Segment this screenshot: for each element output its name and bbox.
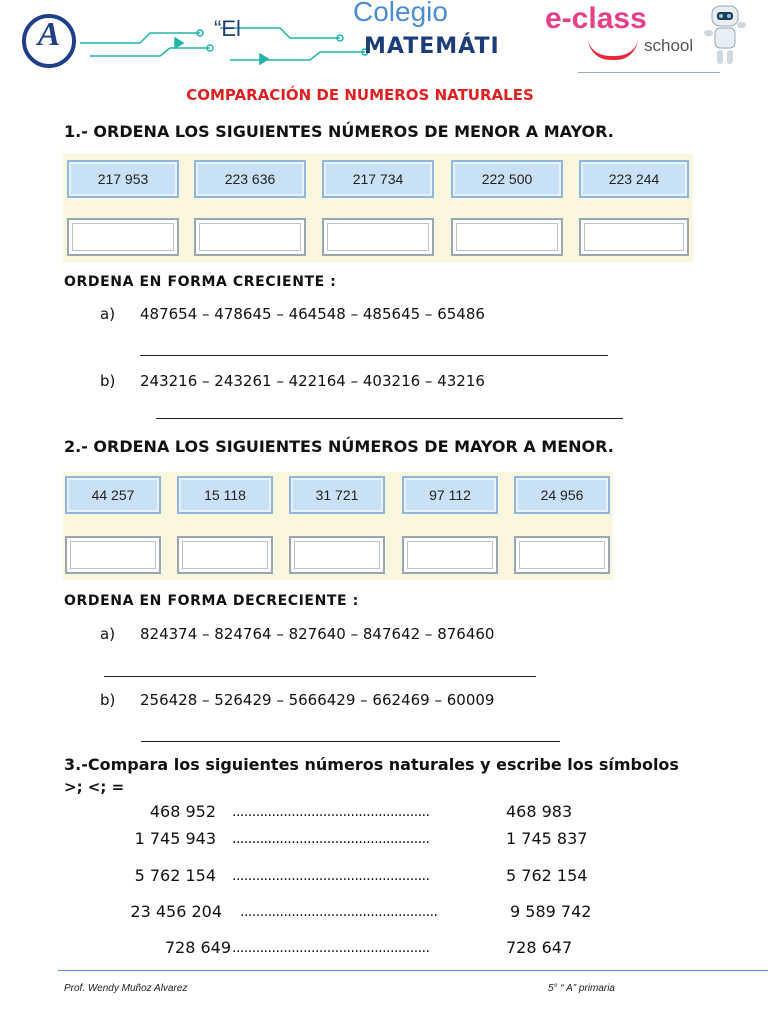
answer-box[interactable] xyxy=(514,536,610,574)
header-colegio-text: Colegio xyxy=(353,0,448,27)
answer-box[interactable] xyxy=(289,536,385,574)
list-item xyxy=(100,691,640,711)
number-card: 97 112 xyxy=(402,476,498,514)
number-card: 44 257 xyxy=(65,476,161,514)
number-card: 217 734 xyxy=(322,160,434,198)
comparison-row xyxy=(0,902,768,924)
answer-box[interactable] xyxy=(579,218,689,256)
comparison-row xyxy=(0,866,768,888)
right-number: 468 983 xyxy=(506,802,573,821)
comparison-row xyxy=(0,829,768,851)
item-label: b) xyxy=(100,372,116,390)
item-label: b) xyxy=(100,691,116,709)
answer-dots[interactable]: .................................................. xyxy=(232,868,430,884)
answer-dots[interactable]: .................................................. xyxy=(240,904,438,920)
answer-box[interactable] xyxy=(451,218,563,256)
header-underline xyxy=(578,72,720,73)
left-number: 5 762 154 xyxy=(134,866,216,885)
number-card: 223 244 xyxy=(579,160,689,198)
section3-symbols: >; <; = xyxy=(64,778,125,796)
number-card: 217 953 xyxy=(67,160,179,198)
left-number: 728 649 xyxy=(164,938,231,957)
answer-dots[interactable]: .................................................. xyxy=(232,831,430,847)
left-number: 23 456 204 xyxy=(130,902,222,921)
section2-number-panel xyxy=(63,472,613,580)
right-number: 1 745 837 xyxy=(506,829,588,848)
eclass-logo-text: e-class xyxy=(545,2,647,35)
answer-dots[interactable]: .................................................. xyxy=(232,940,430,956)
answer-line[interactable] xyxy=(141,741,560,742)
eclass-school-text: school xyxy=(644,36,694,55)
right-number: 5 762 154 xyxy=(506,866,588,885)
answer-box[interactable] xyxy=(65,536,161,574)
header-el-text: “El xyxy=(214,16,241,41)
answer-line[interactable] xyxy=(140,355,608,356)
answer-line[interactable] xyxy=(104,676,536,677)
item-label: a) xyxy=(100,305,116,323)
section3-heading: 3.-Compara los siguientes números naturales y escribe los símbolos xyxy=(64,755,679,774)
answer-box[interactable] xyxy=(177,536,273,574)
left-number: 1 745 943 xyxy=(134,829,216,848)
item-text: 824374 – 824764 – 827640 – 847642 – 876460 xyxy=(140,625,495,643)
list-item xyxy=(100,372,620,392)
number-card: 15 118 xyxy=(177,476,273,514)
number-card: 223 636 xyxy=(194,160,306,198)
section2-subheading: ORDENA EN FORMA DECRECIENTE : xyxy=(64,593,359,609)
answer-box[interactable] xyxy=(322,218,434,256)
number-card: 31 721 xyxy=(289,476,385,514)
answer-line[interactable] xyxy=(156,418,623,419)
number-card: 24 956 xyxy=(514,476,610,514)
robot-icon xyxy=(700,2,750,66)
list-item xyxy=(100,625,640,645)
answer-box[interactable] xyxy=(194,218,306,256)
comparison-row xyxy=(0,938,768,960)
comparison-row xyxy=(0,802,768,824)
worksheet-title: COMPARACIÓN DE NUMEROS NATURALES xyxy=(186,86,534,104)
number-card: 222 500 xyxy=(451,160,563,198)
item-label: a) xyxy=(100,625,116,643)
item-text: 243216 – 243261 – 422164 – 403216 – 43216 xyxy=(140,372,485,390)
right-number: 9 589 742 xyxy=(510,902,592,921)
section2-heading: 2.- ORDENA LOS SIGUIENTES NÚMEROS DE MAYOR A MENOR. xyxy=(64,437,614,456)
footer-teacher: Prof. Wendy Muñoz Alvarez xyxy=(64,983,188,994)
section1-number-panel xyxy=(63,154,693,262)
footer-grade: 5° “ A” primaria xyxy=(548,983,615,994)
left-number: 468 952 xyxy=(149,802,216,821)
right-number: 728 647 xyxy=(506,938,573,957)
school-logo-letter: A xyxy=(37,16,61,53)
item-text: 487654 – 478645 – 464548 – 485645 – 65486 xyxy=(140,305,485,323)
item-text: 256428 – 526429 – 5666429 – 662469 – 60009 xyxy=(140,691,495,709)
list-item xyxy=(100,305,620,325)
answer-box[interactable] xyxy=(402,536,498,574)
header-subject-text: MATEMÁTI xyxy=(364,34,500,59)
answer-dots[interactable]: .................................................. xyxy=(232,804,430,820)
section1-heading: 1.- ORDENA LOS SIGUIENTES NÚMEROS DE MENOR A MAYOR. xyxy=(64,122,614,141)
answer-box[interactable] xyxy=(67,218,179,256)
section1-subheading: ORDENA EN FORMA CRECIENTE : xyxy=(64,274,337,290)
footer-divider xyxy=(58,970,768,971)
